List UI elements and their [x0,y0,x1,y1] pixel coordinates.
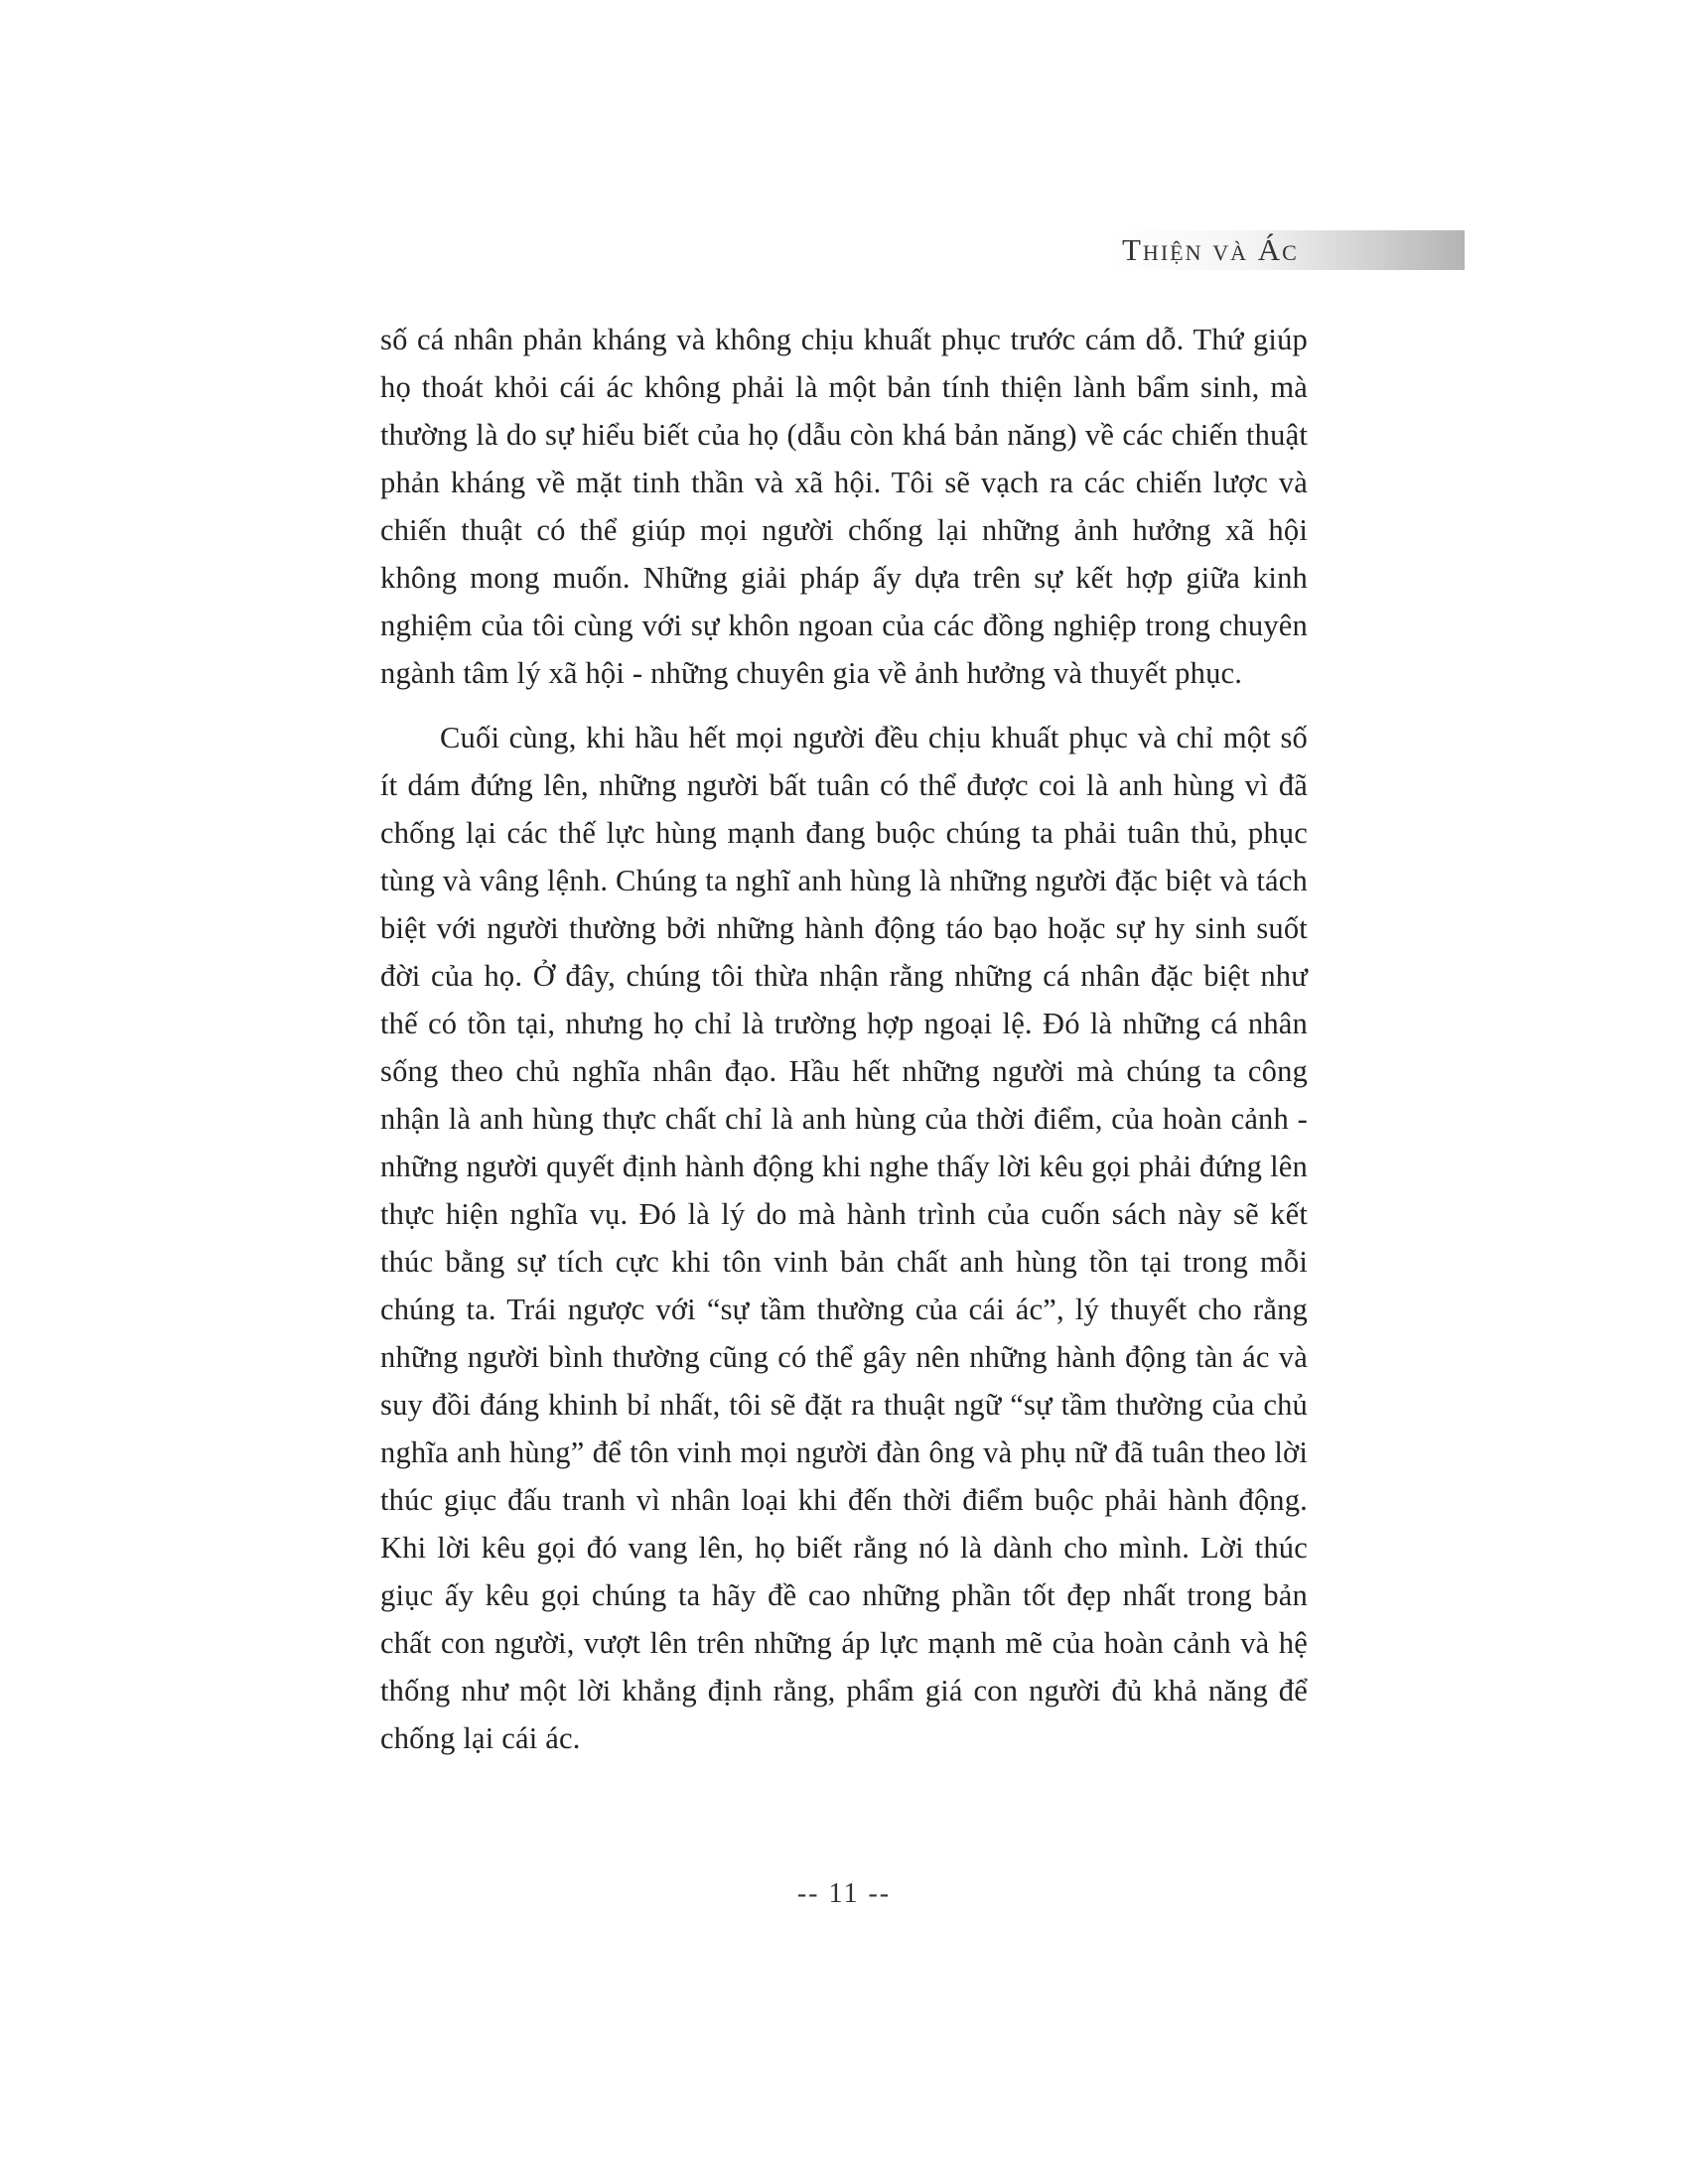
body-text [380,316,1308,1762]
paragraph: Cuối cùng, khi hầu hết mọi người đều chịu khuất phục và chỉ một số ít dám đứng lên, những người bất tuân có thể được coi là anh hùng vì đã chống lại các thế lực hùng mạnh đang buộc chúng ta phải tuân thủ, phục tùng và vâng lệnh. Chúng ta nghĩ anh hùng là những người đặc biệt và tách biệt với người thường bởi những hành động táo bạo hoặc sự hy sinh suốt đời của họ. Ở đây, chúng tôi thừa nhận rằng những cá nhân đặc biệt như thế có tồn tại, nhưng họ chỉ là trường hợp ngoại lệ. Đó là những cá nhân sống theo chủ nghĩa nhân đạo. Hầu hết những người mà chúng ta công nhận là anh hùng thực chất chỉ là anh hùng của thời điểm, của hoàn cảnh - những người quyết định hành động khi nghe thấy lời kêu gọi phải đứng lên thực hiện nghĩa vụ. Đó là lý do mà hành trình của cuốn sách này sẽ kết thúc bằng sự tích cực khi tôn vinh bản chất anh hùng tồn tại trong mỗi chúng ta. Trái ngược với “sự tầm thường của cái ác”, lý thuyết cho rằng những người bình thường cũng có thể gây nên những hành động tàn ác và suy đồi đáng khinh bỉ nhất, tôi sẽ đặt ra thuật ngữ “sự tầm thường của chủ nghĩa anh hùng” để tôn vinh mọi người đàn ông và phụ nữ đã tuân theo lời thúc giục đấu tranh vì nhân loại khi đến thời điểm buộc phải hành động. Khi lời kêu gọi đó vang lên, họ biết rằng nó là dành cho mình. Lời thúc giục ấy kêu gọi chúng ta hãy đề cao những phần tốt đẹp nhất trong bản chất con người, vượt lên trên những áp lực mạnh mẽ của hoàn cảnh và hệ thống như một lời khẳng định rằng, phẩm giá con người đủ khả năng để chống lại cái ác. [380,721,1308,1755]
running-header-title: Thiện và Ác [1122,232,1299,267]
paragraph-continuation: số cá nhân phản kháng và không chịu khuất phục trước cám dỗ. Thứ giúp họ thoát khỏi cái ác không phải là một bản tính thiện lành bẩm sinh, mà thường là do sự hiểu biết của họ (dẫu còn khá bản năng) về các chiến thuật phản kháng về mặt tinh thần và xã hội. Tôi sẽ vạch ra các chiến lược và chiến thuật có thể giúp mọi người chống lại những ảnh hưởng xã hội không mong muốn. Những giải pháp ấy dựa trên sự kết hợp giữa kinh nghiệm của tôi cùng với sự khôn ngoan của các đồng nghiệp trong chuyên ngành tâm lý xã hội - những chuyên gia về ảnh hưởng và thuyết phục. [380,323,1308,690]
page-number: -- 11 -- [796,1878,892,1909]
